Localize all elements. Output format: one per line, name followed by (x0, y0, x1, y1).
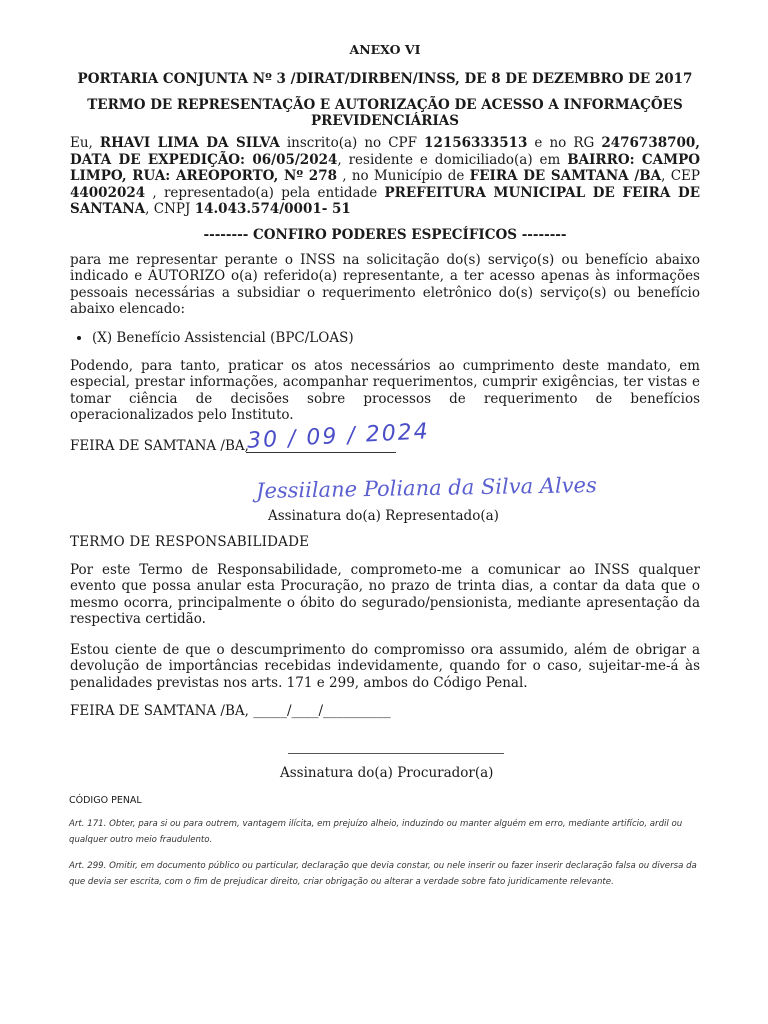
decl-text: , representado(a) pela entidade (145, 184, 385, 201)
represent-paragraph: para me representar perante o INSS na solicitação do(s) serviço(s) ou benefício abaixo indicado e AUTORIZO o(a) referido(a) representante, a ter acesso apenas às informações pessoais necessárias a subsidiar o requerimento eletrônico do(s) serviço(s) ou benefício abaixo elencado: (70, 251, 700, 317)
benefit-item: • (X) Benefício Assistencial (BPC/LOAS) (92, 330, 700, 346)
benefit-list (70, 330, 700, 346)
signature-label: Assinatura do(a) Representado(a) (268, 507, 499, 524)
responsibility-paragraph-2: Estou ciente de que o descumprimento do compromisso ora assumido, além de obrigar a devolução de importâncias recebidas indevidamente, quando for o caso, sujeitar-me-á às penalidades previstas nos arts. 171 e 299, ambos do Código Penal. (70, 641, 700, 691)
procurador-signature-line (288, 753, 504, 754)
cpf-value: 12156333513 (424, 135, 528, 151)
handwritten-date: 30 / 09 / 2024 (246, 418, 431, 454)
rg-value: 2476738700, DATA DE EXPEDIÇÃO: 06/05/2024 (70, 135, 700, 168)
date-city: FEIRA DE SAMTANA /BA, (70, 437, 249, 454)
cnpj-value: 14.043.574/0001- 51 (194, 201, 351, 217)
annex-title: ANEXO VI (349, 42, 421, 57)
address-value: BAIRRO: CAMPO LIMPO, RUA: AREOPORTO, Nº 278 (70, 151, 700, 184)
termo-title: TERMO DE REPRESENTAÇÃO E AUTORIZAÇÃO DE ACESSO A INFORMAÇÕES PREVIDENCIÁRIAS (87, 97, 683, 129)
entity-value: PREFEITURA MUNICIPAL DE FEIRA DE SANTANA (70, 184, 700, 217)
city-value: FEIRA DE SAMTANA /BA (469, 168, 662, 184)
responsibility-date-line: FEIRA DE SAMTANA /BA, _____/____/__________ (70, 703, 391, 719)
powers-paragraph: Podendo, para tanto, praticar os atos necessários ao cumprimento deste mandato, em especial, prestar informações, acompanhar requerimentos, cumprir exigências, ter vistas e tomar ciência de decisões sobre processos de requerimento de benefícios operacionalizados pelo Instituto. (70, 357, 700, 423)
codigo-penal-title: CÓDIGO PENAL (69, 795, 142, 806)
represented-signature-block (70, 462, 700, 528)
responsibility-title: TERMO DE RESPONSABILIDADE (70, 533, 310, 550)
decl-text: , CNPJ (145, 201, 195, 217)
document-page (70, 40, 700, 890)
confiro-heading: -------- CONFIRO PODERES ESPECÍFICOS -------- (203, 226, 567, 243)
handwritten-signature: Jessiilane Poliana da Silva Alves (255, 472, 597, 503)
decl-text: inscrito(a) no CPF (279, 135, 425, 151)
procurador-signature-block (70, 731, 700, 791)
responsibility-paragraph-1: Por este Termo de Responsabilidade, comprometo-me a comunicar ao INSS qualquer evento que possa anular esta Procuração, no prazo de trinta dias, a contar da data que o mesmo ocorra, principalmente o óbito do segurado/pensionista, mediante apresentação da respectiva certidão. (70, 561, 700, 627)
declarant-name: RHAVI LIMA DA SILVA (99, 135, 280, 151)
date-line (70, 418, 700, 454)
decl-text: , residente e domiciliado(a) em (337, 151, 568, 168)
article-299: Art. 299. Omitir, em documento público ou particular, declaração que devia constar, ou nele inserir ou fazer inserir declaração falsa ou diversa da que devia ser escrita, com o fim de prejudicar direito, criar obrigação ou alterar a verdade sobre fato juridicamente relevante. (69, 861, 697, 887)
procurador-signature-label: Assinatura do(a) Procurador(a) (280, 765, 494, 781)
decl-text: Eu, (70, 135, 100, 151)
article-171: Art. 171. Obter, para si ou para outrem, vantagem ilícita, em prejuízo alheio, induzindo ou manter alguém em erro, mediante artifício, ardil ou qualquer outro meio fraudulento. (69, 819, 683, 845)
declaration-paragraph (70, 135, 700, 218)
portaria-title: PORTARIA CONJUNTA Nº 3 /DIRAT/DIRBEN/INSS, DE 8 DE DEZEMBRO DE 2017 (77, 71, 693, 87)
decl-text: , no Município de (336, 168, 470, 184)
cep-value: 44002024 (70, 184, 146, 201)
decl-text: e no RG (527, 135, 602, 151)
decl-text: , CEP (661, 168, 700, 184)
